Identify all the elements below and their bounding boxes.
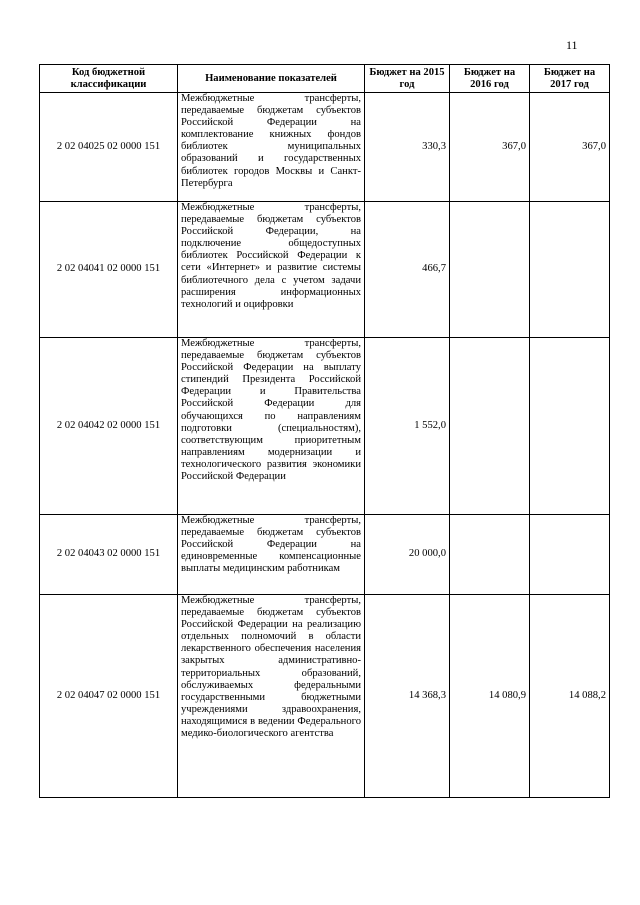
budget-2016-value <box>450 202 530 338</box>
budget-2017-value: 14 088,2 <box>530 595 610 798</box>
indicator-name: Межбюджетные трансферты, передаваемые бюджетам субъектов Российской Федерации на единовременные компенсационные выплаты медицинским работникам <box>178 515 365 595</box>
table-header-row <box>40 65 610 93</box>
budget-table <box>39 64 610 798</box>
header-budget-2016: Бюджет на 2016 год <box>450 65 530 93</box>
indicator-name: Межбюджетные трансферты, передаваемые бюджетам субъектов Российской Федерации на выплату стипендий Президента Российской Федерации и Правительства Российской Федерации для обучающихся по направлениям подготовки (специальностям), соответствующим приоритетным направлениям модернизации и технологического развития экономики Российской Федерации <box>178 338 365 515</box>
budget-2016-value: 14 080,9 <box>450 595 530 798</box>
table-row <box>40 595 610 798</box>
table-row <box>40 93 610 202</box>
table-row <box>40 202 610 338</box>
budget-2017-value <box>530 338 610 515</box>
budget-2015-value: 466,7 <box>365 202 450 338</box>
budget-2015-value: 14 368,3 <box>365 595 450 798</box>
budget-code: 2 02 04047 02 0000 151 <box>40 595 178 798</box>
header-name: Наименование показателей <box>178 65 365 93</box>
table-row <box>40 338 610 515</box>
indicator-name: Межбюджетные трансферты, передаваемые бюджетам субъектов Российской Федерации на реализацию отдельных полномочий в области лекарственного обеспечения населения закрытых административно-территориальных образований, обслуживаемых федеральными государственными бюджетными учреждениями здравоохранения, находящимися в ведении Федерального медико-биологического агентства <box>178 595 365 798</box>
budget-code: 2 02 04043 02 0000 151 <box>40 515 178 595</box>
budget-2015-value: 20 000,0 <box>365 515 450 595</box>
page-number: 11 <box>566 38 578 52</box>
header-budget-2015: Бюджет на 2015 год <box>365 65 450 93</box>
header-budget-2017: Бюджет на 2017 год <box>530 65 610 93</box>
budget-code: 2 02 04042 02 0000 151 <box>40 338 178 515</box>
budget-code: 2 02 04041 02 0000 151 <box>40 202 178 338</box>
budget-code: 2 02 04025 02 0000 151 <box>40 93 178 202</box>
budget-2016-value <box>450 338 530 515</box>
budget-2016-value: 367,0 <box>450 93 530 202</box>
budget-2017-value: 367,0 <box>530 93 610 202</box>
budget-2017-value <box>530 515 610 595</box>
budget-2016-value <box>450 515 530 595</box>
table-row <box>40 515 610 595</box>
header-code: Код бюджетной классификации <box>40 65 178 93</box>
budget-2015-value: 1 552,0 <box>365 338 450 515</box>
indicator-name: Межбюджетные трансферты, передаваемые бюджетам субъектов Российской Федерации, на подключение общедоступных библиотек Российской Федерации к сети «Интернет» и развитие системы библиотечного дела с учетом задачи расширения информационных технологий и оцифровки <box>178 202 365 338</box>
budget-2017-value <box>530 202 610 338</box>
budget-2015-value: 330,3 <box>365 93 450 202</box>
indicator-name: Межбюджетные трансферты, передаваемые бюджетам субъектов Российской Федерации на комплектование книжных фондов библиотек муниципальных образований и государственных библиотек городов Москвы и Санкт-Петербурга <box>178 93 365 202</box>
